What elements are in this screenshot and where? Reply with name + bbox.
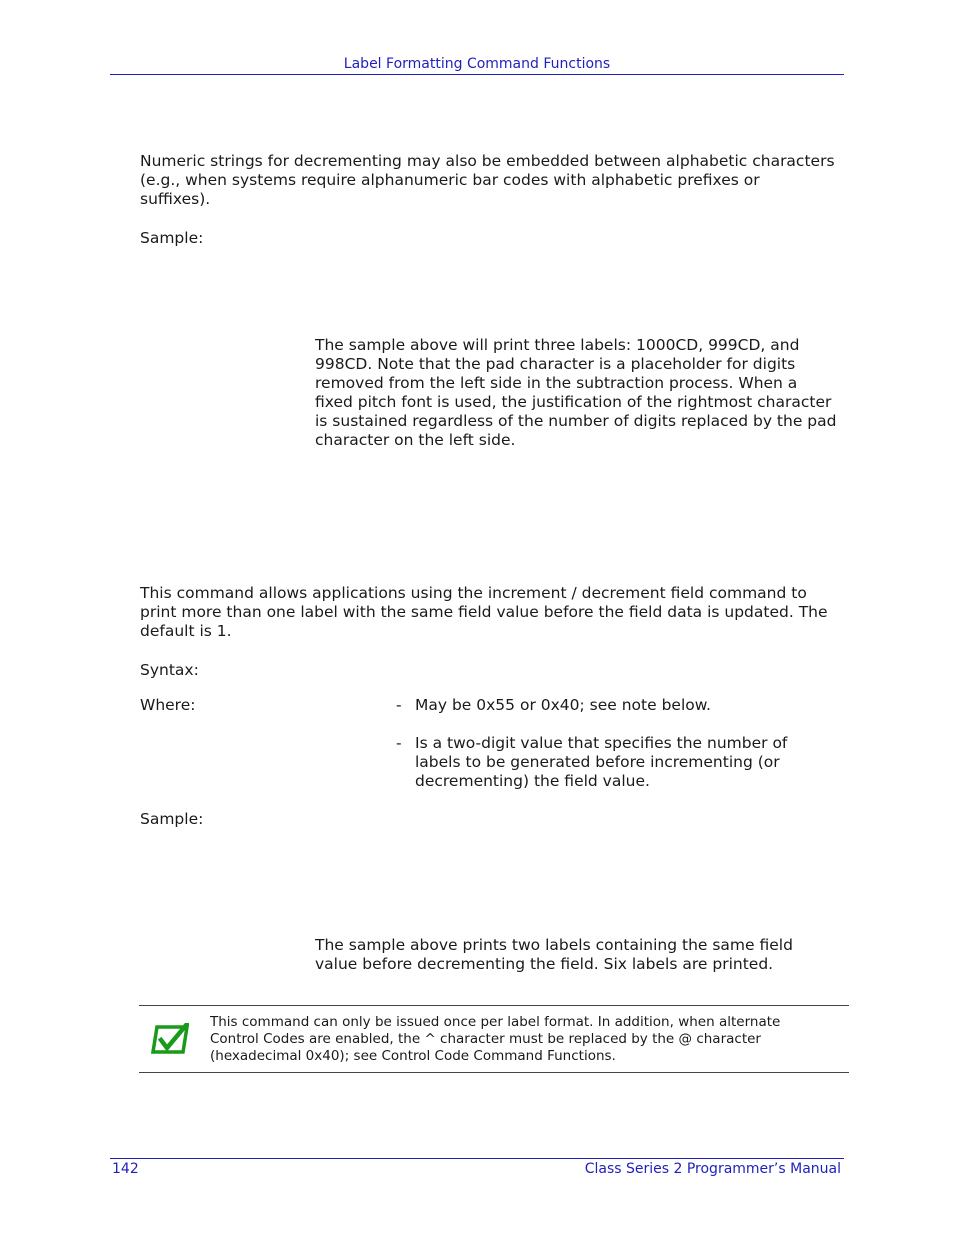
text-line: The sample above will print three labels: 1000CD, 999CD, and	[315, 336, 800, 354]
param-description	[415, 696, 855, 715]
text-line: removed from the left side in the subtraction process. When a	[315, 374, 798, 392]
text-line: Control Codes are enabled, the ^ character must be replaced by the @ character	[210, 1031, 761, 1047]
text-line: suffixes).	[140, 190, 211, 208]
text-line: print more than one label with the same field value before the field data is updated. The	[140, 603, 828, 621]
page-number: 142	[112, 1161, 139, 1177]
note-text	[210, 1014, 850, 1065]
param-description	[415, 734, 855, 791]
text-line: is sustained regardless of the number of digits replaced by the pad	[315, 412, 837, 430]
manual-title: Class Series 2 Programmer’s Manual	[584, 1161, 841, 1177]
syntax-label: Syntax:	[140, 661, 199, 679]
text-line: fixed pitch font is used, the justification of the rightmost character	[315, 393, 832, 411]
text-line: value before decrementing the field. Six labels are printed.	[315, 955, 774, 973]
text-line: (hexadecimal 0x40); see Control Code Command Functions.	[210, 1048, 616, 1064]
sample-label: Sample:	[140, 229, 204, 247]
checkmark-note-icon	[151, 1023, 189, 1055]
note-bottom-rule	[139, 1072, 849, 1073]
header-rule	[110, 74, 844, 75]
footer-rule	[110, 1158, 844, 1159]
text-line: Numeric strings for decrementing may also be embedded between alphabetic characters	[140, 152, 835, 170]
text-line: May be 0x55 or 0x40; see note below.	[415, 696, 711, 714]
text-line: This command can only be issued once per label format. In addition, when alternate	[210, 1014, 781, 1030]
where-label: Where:	[140, 696, 196, 714]
running-header: Label Formatting Command Functions	[343, 56, 611, 72]
text-line: (e.g., when systems require alphanumeric bar codes with alphabetic prefixes or	[140, 171, 760, 189]
text-line: Is a two-digit value that specifies the number of	[415, 734, 788, 752]
sample-explanation	[315, 336, 854, 450]
param-dash: -	[396, 696, 402, 714]
text-line: This command allows applications using the increment / decrement field command to	[140, 584, 807, 602]
param-dash: -	[396, 734, 402, 752]
command-description	[140, 584, 854, 641]
text-line: default is 1.	[140, 622, 232, 640]
text-line: character on the left side.	[315, 431, 516, 449]
sample-label: Sample:	[140, 810, 204, 828]
note-top-rule	[139, 1005, 849, 1006]
text-line: labels to be generated before incrementing (or	[415, 753, 780, 771]
text-line: decrementing) the field value.	[415, 772, 650, 790]
text-line: 998CD. Note that the pad character is a placeholder for digits	[315, 355, 796, 373]
intro-paragraph	[140, 152, 854, 209]
sample-explanation	[315, 936, 854, 974]
text-line: The sample above prints two labels containing the same field	[315, 936, 793, 954]
